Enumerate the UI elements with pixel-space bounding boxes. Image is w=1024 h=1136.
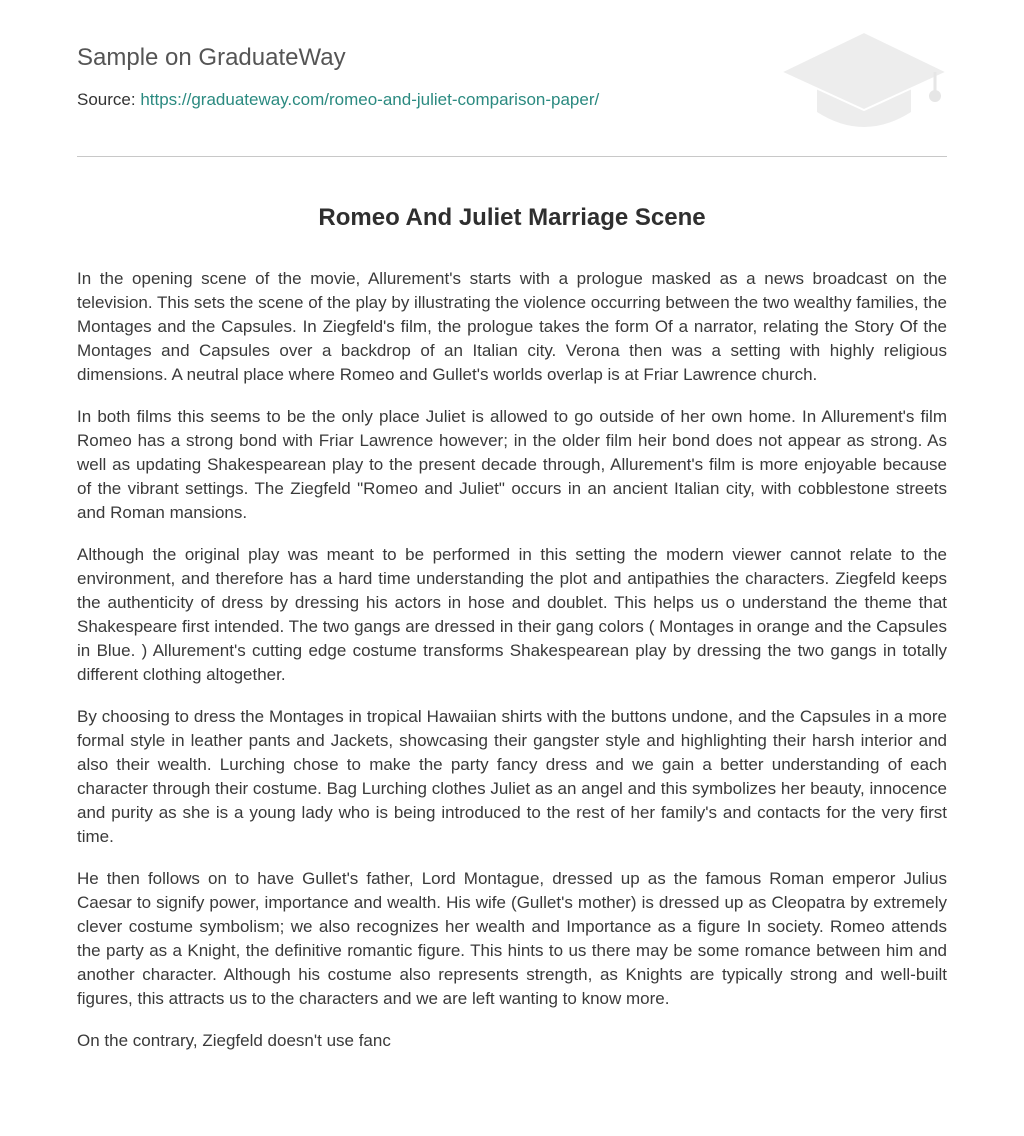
source-link[interactable]: https://graduateway.com/romeo-and-juliet-comparison-paper/ xyxy=(140,90,600,109)
paragraph: In both films this seems to be the only place Juliet is allowed to go outside of her own home. In Allurement's film Romeo has a strong bond with Friar Lawrence however; in the older film heir bond does not appear as strong. As well as updating Shakespearean play to the present decade through, Allurement's film is more enjoyable because of the vibrant settings. The Ziegfeld "Romeo and Juliet" occurs in an ancient Italian city, with cobblestone streets and Roman mansions. xyxy=(77,407,947,522)
graduation-cap-icon xyxy=(779,30,949,134)
document-title: Romeo And Juliet Marriage Scene xyxy=(318,204,706,231)
site-title: Sample on GraduateWay xyxy=(77,44,346,71)
page-header xyxy=(77,0,947,157)
paragraph: Although the original play was meant to be performed in this setting the modern viewer cannot relate to the environment, and therefore has a hard time understanding the plot and antipathies the characters. Ziegfeld keeps the authenticity of dress by dressing his actors in hose and doublet. This helps us o understand the theme that Shakespeare first intended. The two gangs are dressed in their gang colors ( Montages in orange and the Capsules in Blue. ) Allurement's cutting edge costume transforms Shakespearean play by dressing the two gangs in totally different clothing altogether. xyxy=(77,545,947,684)
document-body xyxy=(77,267,947,1071)
source-label: Source: xyxy=(77,90,136,109)
paragraph: He then follows on to have Gullet's father, Lord Montague, dressed up as the famous Roman emperor Julius Caesar to signify power, importance and wealth. His wife (Gullet's mother) is dressed up as Cleopatra by extremely clever costume symbolism; we also recognizes her wealth and Importance as a figure In society. Romeo attends the party as a Knight, the definitive romantic figure. This hints to us there may be some romance between him and another character. Although his costume also represents strength, as Knights are typically strong and well-built figures, this attracts us to the characters and we are left wanting to know more. xyxy=(77,869,947,1008)
paragraph: On the contrary, Ziegfeld doesn't use fanc xyxy=(77,1031,391,1050)
paragraph: By choosing to dress the Montages in tropical Hawaiian shirts with the buttons undone, and the Capsules in a more formal style in leather pants and Jackets, showcasing their gangster style and highlighting their harsh interior and also their wealth. Lurching chose to make the party fancy dress and we gain a better understanding of each character through their costume. Bag Lurching clothes Juliet as an angel and this symbolizes her beauty, innocence and purity as she is a young lady who is being introduced to the rest of her family's and contacts for the very first time. xyxy=(77,707,947,846)
paragraph: In the opening scene of the movie, Allurement's starts with a prologue masked as a news broadcast on the television. This sets the scene of the play by illustrating the violence occurring between the two wealthy families, the Montages and the Capsules. In Ziegfeld's film, the prologue takes the form Of a narrator, relating the Story Of the Montages and Capsules over a backdrop of an Italian city. Verona then was a setting with highly religious dimensions. A neutral place where Romeo and Gullet's worlds overlap is at Friar Lawrence church. xyxy=(77,269,947,384)
source-line xyxy=(77,90,599,110)
